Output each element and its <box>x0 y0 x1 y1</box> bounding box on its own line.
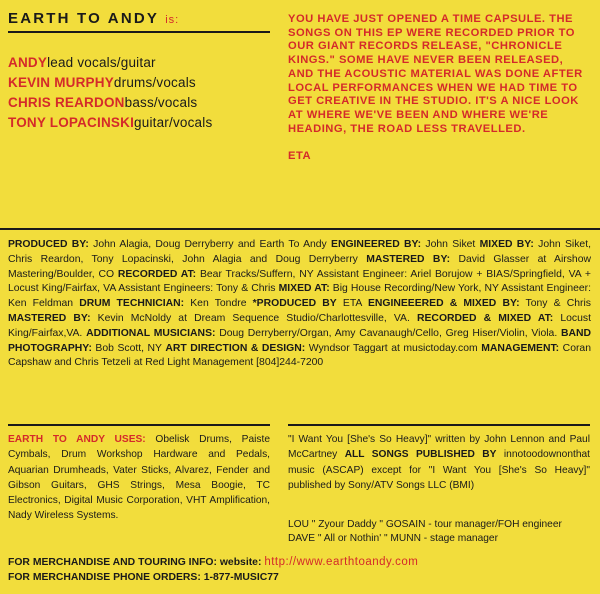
credit-text: Locust King/Fairfax,VA. <box>8 312 591 339</box>
member-andy <box>8 55 156 70</box>
credit-label: MIXED BY: <box>479 239 534 250</box>
member-chris-reardon <box>8 95 197 110</box>
member-role: bass/vocals <box>124 95 198 110</box>
is-label: is: <box>165 14 180 26</box>
member-role: guitar/vocals <box>134 115 213 130</box>
credit-text: Bob Scott, NY <box>91 342 166 354</box>
band-name: EARTH TO ANDY <box>8 10 159 27</box>
credit-text: Kevin McNoldy at Dream Sequence Studio/Charlottesville, VA. <box>90 312 417 324</box>
credit-label: RECORDED & MIXED AT: <box>417 312 554 324</box>
capsule-signature: ETA <box>288 150 312 163</box>
credit-text: John Siket, Chris Reardon, Tony Lopacinski, John Alagia and Doug Derryberry <box>8 239 591 265</box>
songs-text-2: innotoodownonthat music (ASCAP) except for "I Want You [She's So Heavy]" published by Sony/ATV Songs LLC (BMI) <box>288 449 590 491</box>
credit-label: ADDITIONAL MUSICIANS: <box>86 327 216 339</box>
member-name: TONY LOPACINSKI <box>8 115 135 130</box>
crew-member: DAVE " All or Nothin' " MUNN - stage manager <box>288 533 498 544</box>
credits-divider <box>0 228 600 230</box>
credit-label: ART DIRECTION & DESIGN: <box>165 342 306 354</box>
songs-rule <box>288 424 590 426</box>
time-capsule-message <box>288 13 588 164</box>
publishing-info <box>288 432 590 493</box>
credit-label: MIXED AT: <box>278 283 330 295</box>
credit-text: David Glasser at Airshow Mastering/Boulder, CO <box>8 253 591 280</box>
credit-label: *PRODUCED BY <box>252 298 337 310</box>
credit-text: John Siket <box>421 239 480 250</box>
credit-label: RECORDED AT: <box>117 268 197 280</box>
credit-text: Wyndsor Taggart at musictoday.com <box>305 342 482 354</box>
member-name: ANDY <box>8 55 48 70</box>
equipment-uses <box>8 432 270 524</box>
merch-line1-label: FOR MERCHANDISE AND TOURING INFO: website: <box>8 557 265 568</box>
credit-label: ENGINEERED BY: <box>331 239 422 250</box>
merch-touring-line <box>8 555 418 571</box>
uses-rule <box>8 424 270 426</box>
merch-phone-line: FOR MERCHANDISE PHONE ORDERS: 1-877-MUSIC77 <box>8 571 279 583</box>
credit-label: MASTERED BY: <box>366 253 451 265</box>
credit-label: BAND PHOTOGRAPHY: <box>8 327 591 354</box>
header-rule <box>8 31 270 33</box>
credit-text: ETA <box>336 298 368 310</box>
crew-member: LOU " Zyour Daddy " GOSAIN - tour manager/FOH engineer <box>288 519 562 530</box>
credits-block <box>8 238 591 371</box>
member-tony-lopacinski <box>8 115 212 130</box>
member-role: lead vocals/guitar <box>47 55 156 70</box>
credit-label: MANAGEMENT: <box>481 342 560 354</box>
credit-text: Bear Tracks/Suffern, NY Assistant Engineer: Ariel Borujow + BIAS/Springfield, VA + Locust King/Fairfax, VA Assistant Engineers: Tony & Chris <box>8 268 591 295</box>
crew-list <box>288 518 590 546</box>
songs-text-1: "I Want You [She's So Heavy]" written by John Lennon and Paul McCartney <box>288 434 590 461</box>
credit-label: ENGINEEERED & MIXED BY: <box>367 298 520 310</box>
credit-text: John Alagia, Doug Derryberry and Earth To Andy <box>88 239 332 250</box>
website-link[interactable]: http://www.earthtoandy.com <box>264 556 419 568</box>
credit-text: Tony & Chris <box>519 298 591 310</box>
merchandise-info <box>8 555 418 585</box>
member-role: drums/vocals <box>113 75 196 90</box>
songs-label: ALL SONGS PUBLISHED BY <box>344 449 497 461</box>
credit-label: MASTERED BY: <box>8 312 91 324</box>
credit-text: Ken Tondre <box>184 298 253 310</box>
credit-text: Doug Derryberry/Organ, Amy Cavanaugh/Cello, Greg Hiser/Violin, Viola. <box>215 327 561 339</box>
credit-text: Big House Recording/New York, NY Assistant Engineer: Ken Feldman <box>8 283 592 310</box>
capsule-text: YOU HAVE JUST OPENED A TIME CAPSULE. THE SONGS ON THIS EP WERE RECORDED PRIOR TO OUR GIANT RECORDS RELEASE, "CHRONICLE KINGS." SOME HAVE NEVER BEEN RELEASED, AND THE ACOUSTIC MATERIAL WAS DONE AFTER LOCAL PERFORMANCES WHEN WE HAD TIME TO GET CREATIVE IN THE STUDIO. IT'S A NICE LOOK AT WHERE WE'VE BEEN AND WHERE WE'RE HEADING, THE ROAD LESS TRAVELLED. <box>288 13 583 135</box>
member-name: KEVIN MURPHY <box>8 75 114 90</box>
member-name: CHRIS REARDON <box>8 95 125 110</box>
uses-label: EARTH TO ANDY USES: <box>8 434 146 445</box>
uses-text: Obelisk Drums, Paiste Cymbals, Drum Workshop Hardware and Pedals, Aquarian Drumheads, Vater Sticks, Alvarez, Fender and Gibson Guitars, GHS Strings, Mesa Boogie, TC Electronics, Digital Music Corporation, VHT Amplification, Nady Wireless Systems. <box>8 434 270 522</box>
member-kevin-murphy <box>8 75 196 90</box>
band-heading <box>8 10 179 27</box>
credit-label: PRODUCED BY: <box>8 239 89 250</box>
credit-text: Coran Capshaw and Chris Tetzeli at Red Light Management [804]244-7200 <box>8 342 591 369</box>
credit-label: DRUM TECHNICIAN: <box>79 298 185 310</box>
